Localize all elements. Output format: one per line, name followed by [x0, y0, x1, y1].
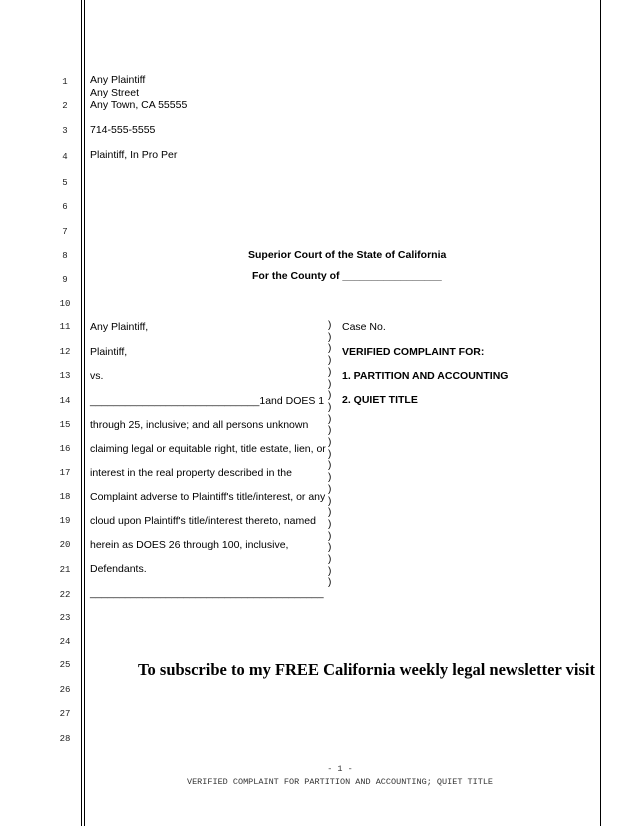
right-margin-rule: [600, 0, 601, 826]
court-county: For the County of _________________: [252, 270, 442, 282]
line-number: 9: [62, 275, 68, 285]
complaint-heading: VERIFIED COMPLAINT FOR:: [342, 346, 485, 358]
plaintiff-street: Any Street: [90, 87, 140, 99]
caption-paren: ): [328, 495, 332, 507]
caption-paren: ): [328, 507, 332, 519]
line-number: 19: [59, 516, 71, 526]
line-number: 27: [59, 709, 71, 719]
line-number: 15: [59, 420, 71, 430]
caption-paren: ): [328, 343, 332, 355]
case-number-label: Case No.: [342, 321, 386, 333]
caption-paren: ): [328, 355, 332, 367]
caption-paren: ): [328, 472, 332, 484]
caption-line: herein as DOES 26 through 100, inclusive,: [90, 539, 289, 551]
caption-line: _____________________________1and DOES 1: [90, 395, 325, 407]
line-number: 23: [59, 613, 71, 623]
caption-paren: ): [328, 530, 332, 542]
line-number: 12: [59, 347, 71, 357]
footer-page-number: - 1 -: [327, 764, 353, 774]
caption-line: Any Plaintiff,: [90, 321, 149, 333]
caption-paren: ): [328, 401, 332, 413]
line-number: 26: [59, 685, 71, 695]
caption-paren: ): [328, 320, 332, 331]
caption-paren: ): [328, 425, 332, 437]
line-number: 28: [59, 734, 71, 744]
line-number: 2: [62, 101, 68, 111]
plaintiff-city: Any Town, CA 55555: [90, 99, 188, 111]
caption-paren: ): [328, 390, 332, 402]
caption-line: through 25, inclusive; and all persons unknown: [90, 419, 309, 431]
caption-paren: ): [328, 331, 332, 343]
plaintiff-name: Any Plaintiff: [90, 74, 146, 86]
caption-line: vs.: [90, 370, 104, 382]
line-number: 5: [62, 178, 68, 188]
caption-line: Complaint adverse to Plaintiff's title/interest, or any: [90, 491, 326, 503]
line-number: 16: [59, 444, 71, 454]
caption-line: claiming legal or equitable right, title estate, lien, or: [90, 443, 326, 455]
caption-paren: ): [328, 378, 332, 390]
cause-of-action-1: 1. PARTITION AND ACCOUNTING: [342, 370, 509, 382]
caption-paren: ): [328, 437, 332, 448]
caption-paren: ): [328, 565, 332, 577]
line-number: 24: [59, 637, 71, 647]
caption-paren: ): [328, 483, 332, 495]
left-margin-rule: [81, 0, 82, 826]
caption-paren: ): [328, 460, 332, 472]
caption-paren: ): [328, 366, 332, 378]
caption-line: Defendants.: [90, 563, 147, 575]
line-number: 11: [59, 322, 71, 332]
caption-paren: ): [328, 448, 332, 460]
plaintiff-role: Plaintiff, In Pro Per: [90, 149, 178, 161]
line-number: 3: [62, 126, 68, 136]
caption-paren: ): [328, 554, 332, 565]
line-number: 17: [59, 468, 71, 478]
line-number: 10: [59, 299, 71, 309]
plaintiff-phone: 714-555-5555: [90, 124, 156, 136]
caption-paren: ): [328, 577, 332, 589]
left-margin-rule-inner: [84, 0, 85, 826]
line-number: 18: [59, 492, 71, 502]
cause-of-action-2: 2. QUIET TITLE: [342, 394, 418, 406]
line-number: 20: [59, 540, 71, 550]
line-number: 21: [59, 565, 71, 575]
caption-paren: ): [328, 413, 332, 425]
line-number: 6: [62, 202, 68, 212]
line-number: 1: [62, 77, 68, 87]
line-number: 13: [59, 371, 71, 381]
caption-paren: ): [328, 518, 332, 530]
caption-line: Plaintiff,: [90, 346, 128, 358]
footer-title: VERIFIED COMPLAINT FOR PARTITION AND ACCOUNTING; QUIET TITLE: [186, 777, 494, 787]
caption-line: interest in the real property described in the: [90, 467, 292, 479]
subscribe-banner: To subscribe to my FREE California weekly legal newsletter visit: [138, 660, 595, 679]
caption-line: ________________________________________: [90, 587, 324, 599]
court-name: Superior Court of the State of California: [248, 249, 447, 261]
line-number: 7: [62, 227, 68, 237]
line-number: 25: [59, 660, 71, 670]
line-number: 14: [59, 396, 71, 406]
caption-paren: ): [328, 542, 332, 554]
line-number: 22: [59, 590, 71, 600]
caption-line: cloud upon Plaintiff's title/interest thereto, named: [90, 515, 316, 527]
line-number: 8: [62, 251, 68, 261]
line-number: 4: [62, 152, 68, 162]
